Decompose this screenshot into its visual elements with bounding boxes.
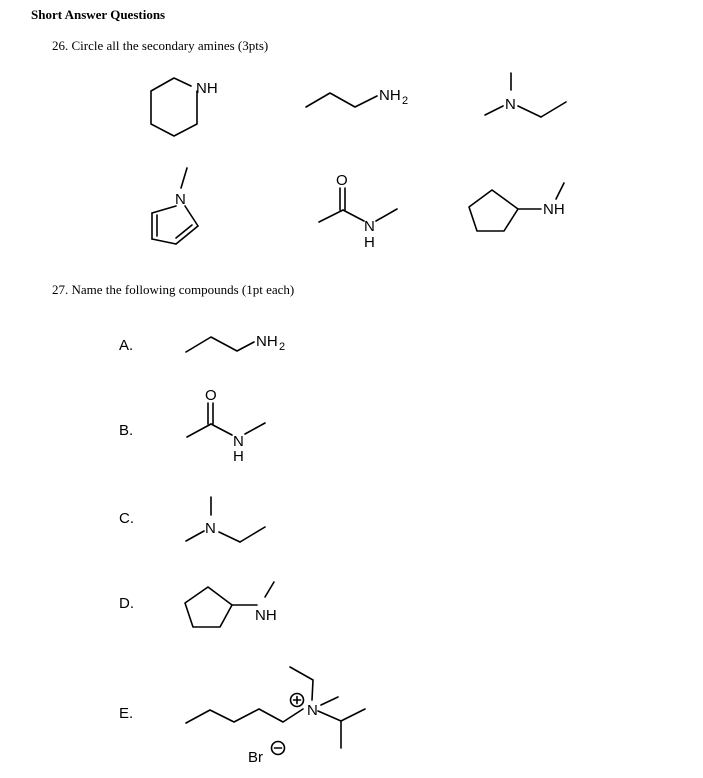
part-e-structure [186,667,365,766]
part-b-h-label: H [233,448,244,465]
dimethylethylamine-structure [485,73,566,117]
part-b-o-label: O [205,387,217,404]
part-a-subscript: 2 [279,341,286,353]
dimethylethylamine-n-label: N [505,96,516,113]
part-d-nh-label: NH [255,607,277,624]
amide-o-label: O [336,172,348,189]
piperidine-structure [151,78,218,136]
part-e-n-label: N [307,702,318,719]
pyrrole-n-label: N [175,191,186,208]
propylamine-subscript: 2 [402,95,409,107]
bromide-label: Br [248,749,263,766]
section-heading: Short Answer Questions [31,7,166,22]
part-c-label: C. [119,510,134,527]
propylamine-structure [306,87,408,107]
part-d-structure [185,582,277,627]
n-methylcyclopentylamine-structure [469,183,565,231]
question-27-prompt: 27. Name the following compounds (1pt each) [52,282,295,297]
part-d-label: D. [119,595,134,612]
question-26-prompt: 26. Circle all the secondary amines (3pts) [52,38,269,53]
part-e-label: E. [119,705,134,722]
part-a-structure [186,333,285,353]
part-a-n-label: NH [256,333,278,350]
piperidine-nh-label: NH [196,80,218,97]
amide-n-label: N [364,218,375,235]
cyclopentyl-nh-label: NH [543,201,565,218]
propylamine-n-label: NH [379,87,401,104]
part-b-n-label: N [233,433,244,450]
amide-h-label: H [364,234,375,251]
n-methylacetamide-structure [319,172,397,251]
part-b-label: B. [119,422,134,439]
part-c-n-label: N [205,520,216,537]
part-c-structure [186,497,265,542]
part-a-label: A. [119,337,134,354]
n-methylpyrrole-structure [152,168,198,244]
part-b-structure [187,387,265,465]
